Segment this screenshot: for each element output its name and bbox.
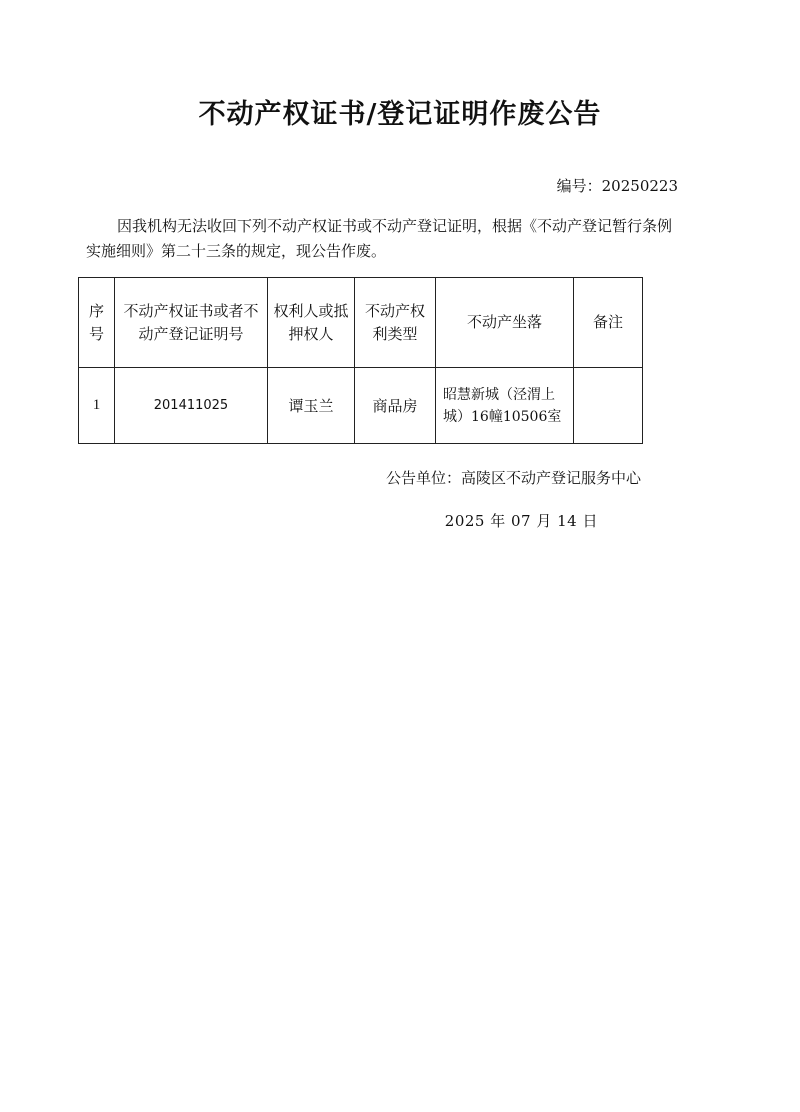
void-certificate-table: [78, 277, 643, 444]
cell-seq: 1: [79, 368, 115, 444]
header-location: 不动产坐落: [436, 278, 574, 368]
intro-paragraph: [86, 214, 686, 264]
publisher-line: 公告单位：高陵区不动产登记服务中心: [385, 469, 641, 487]
cell-right-type: 商品房: [355, 368, 436, 444]
table-header-row: [79, 278, 643, 368]
table-row: [79, 368, 643, 444]
cell-remarks: [574, 368, 643, 444]
cell-location: 昭慧新城（泾渭上城）16幢10506室: [436, 368, 574, 444]
publish-date: 2025 年 07 月 14 日: [444, 512, 598, 530]
intro-text: 因我机构无法收回下列不动产权证书或不动产登记证明，根据《不动产登记暂行条例实施细则》第二十三条的规定，现公告作废。: [86, 217, 673, 260]
header-holder: 权利人或抵押权人: [268, 278, 355, 368]
header-cert-no: 不动产权证书或者不动产登记证明号: [115, 278, 268, 368]
document-number: 编号：20250223: [556, 177, 678, 195]
header-right-type: 不动产权利类型: [355, 278, 436, 368]
cell-cert-no: 201411025: [115, 368, 268, 444]
header-seq: 序号: [79, 278, 115, 368]
cell-holder: 谭玉兰: [268, 368, 355, 444]
page-title: 不动产权证书/登记证明作废公告: [198, 99, 602, 130]
header-remarks: 备注: [574, 278, 643, 368]
